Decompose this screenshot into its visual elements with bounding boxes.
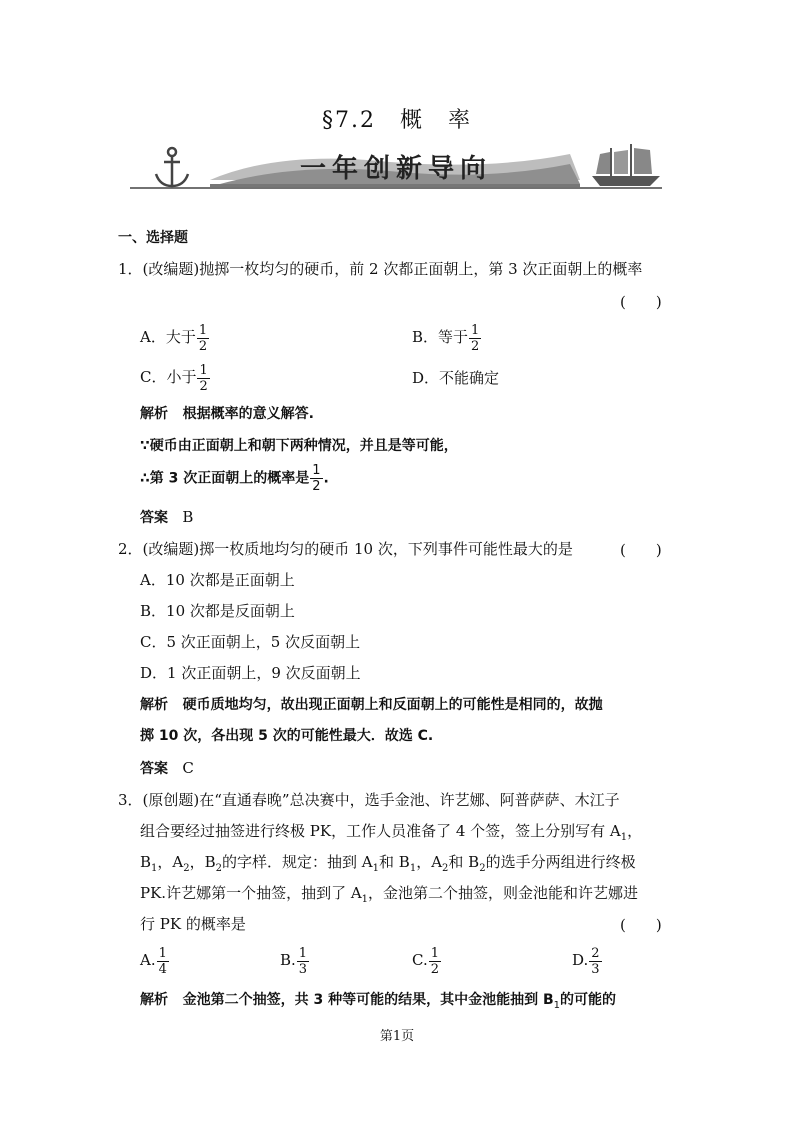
option-c: C．5 次正面朝上，5 次反面朝上 [140,633,361,651]
question-2-stem: 2．(改编题)掷一枚质地均匀的硬币 10 次，下列事件可能性最大的是 [118,540,573,558]
option-label: A．大于 [140,328,196,346]
analysis-3: 解析 金池第二个抽签，共 3 种等可能的结果，其中金池能抽到 $B_1$的可能的 [140,992,617,1011]
option-label: C．小于 [140,368,197,386]
option-a: A. $\frac{1}{4}$ [140,945,167,977]
option-d: D．不能确定 [412,369,500,387]
option-b: B. $\frac{1}{3}$ [280,945,308,977]
ship-icon [592,144,660,186]
question-3-line4: PK.许艺娜第一个抽签，抽到了 $A_1$，金池第二个抽签，则金池能和许艺娜进 [140,884,639,905]
fraction: $\frac{1}{4}$ [158,945,167,977]
fraction: $\frac{1}{2}$ [430,945,439,977]
question-3-line2: 组合要经过抽签进行终极 PK，工作人员准备了 4 个签，签上分别写有 $A_1$， [140,822,643,843]
section-heading: 一、选择题 [118,230,188,246]
option-d: D. $\frac{2}{3}$ [572,945,600,977]
option-b: B．10 次都是反面朝上 [140,602,295,620]
option-label: B．等于 [412,328,469,346]
question-3-line5: 行 PK 的概率是 [140,915,246,933]
answer-blank: ( ) [620,916,662,934]
option-a [140,322,210,354]
answer-2: 答案 C [140,759,194,777]
fraction: $\frac{1}{2}$ [199,362,208,394]
option-b [412,322,482,354]
answer-blank: ( ) [620,293,662,311]
fraction: $\frac{1}{3}$ [298,945,308,977]
option-a: A．10 次都是正面朝上 [140,571,295,589]
analysis-1-line3: ∴第 3 次正面朝上的概率是 $\frac{1}{2}$ . [140,463,329,494]
answer-1: 答案 B [140,508,194,526]
banner [130,140,662,192]
question-3-line1: 3．(原创题)在“直通春晚”总决赛中，选手金池、许艺娜、阿普萨萨、木江子 [118,791,620,809]
analysis-1: 解析 根据概率的意义解答. [140,406,314,422]
anchor-icon [156,148,188,186]
fraction: $\frac{2}{3}$ [591,945,600,977]
fraction: $\frac{1}{2}$ [312,463,321,494]
analysis-2: 解析 硬币质地均匀，故出现正面朝上和反面朝上的可能性是相同的，故抛 [140,697,603,713]
banner-text: 一年创新导向 [300,154,493,184]
analysis-1-line2: ∵硬币由正面朝上和朝下两种情况，并且是等可能， [140,438,458,454]
page-number: 第1页 [379,1029,415,1044]
analysis-2-line2: 掷 10 次，各出现 5 次的可能性最大．故选 C. [140,728,434,744]
fraction: $\frac{1}{2}$ [198,322,208,354]
option-c: C. $\frac{1}{2}$ [412,945,439,977]
fraction: $\frac{1}{2}$ [471,322,480,354]
option-d: D．1 次正面朝上，9 次反面朝上 [140,664,361,682]
answer-blank: ( ) [620,541,662,559]
question-3-line3: $B_1$，$A_2$，$B_2$的字样．规定：抽到 $A_1$和 $B_1$，$A_2$和 $B_2$的选手分两组进行终极 [140,853,636,874]
option-c [140,362,211,394]
page-title: §7.2 概 率 [322,108,472,133]
question-1-stem: 1．(改编题)抛掷一枚均匀的硬币，前 2 次都正面朝上，第 3 次正面朝上的概率 [118,260,643,278]
